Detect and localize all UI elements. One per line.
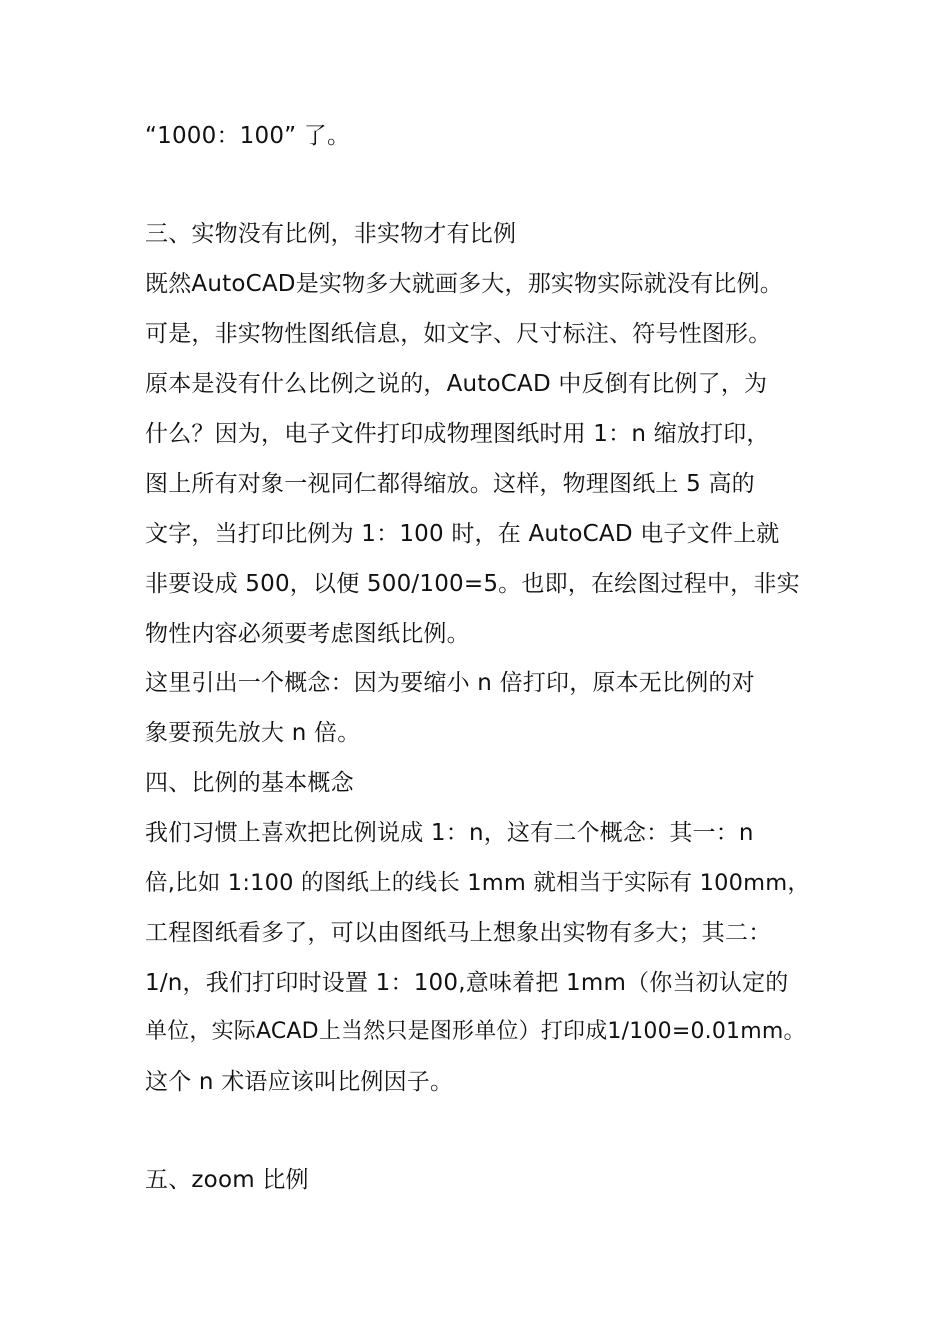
- paragraph-line: 图上所有对象一视同仁都得缩放。这样，物理图纸上 5 高的: [145, 471, 755, 497]
- paragraph-line: 倍,比如 1:100 的图纸上的线长 1mm 就相当于实际有 100mm，: [145, 870, 811, 896]
- paragraph-line: 既然AutoCAD是实物多大就画多大，那实物实际就没有比例。: [145, 271, 783, 297]
- section-heading-3: 三、实物没有比例，非实物才有比例: [145, 221, 517, 247]
- paragraph-line: 单位，实际ACAD上当然只是图形单位）打印成1/100=0.01mm。: [145, 1019, 806, 1044]
- paragraph-line: 工程图纸看多了，可以由图纸马上想象出实物有多大；其二：: [145, 920, 772, 946]
- paragraph-line: 非要设成 500，以便 500/100=5。也即，在绘图过程中，非实: [145, 571, 800, 597]
- paragraph-line: 可是，非实物性图纸信息，如文字、尺寸标注、符号性图形。: [145, 321, 772, 347]
- paragraph-line: 这里引出一个概念：因为要缩小 n 倍打印，原本无比例的对: [145, 670, 755, 696]
- paragraph-line: 原本是没有什么比例之说的，AutoCAD 中反倒有比例了，为: [145, 371, 768, 397]
- paragraph-line: 这个 n 术语应该叫比例因子。: [145, 1069, 454, 1095]
- paragraph-line: 象要预先放大 n 倍。: [145, 720, 361, 746]
- paragraph-line: 我们习惯上喜欢把比例说成 1：n，这有二个概念：其一：n: [145, 820, 754, 846]
- paragraph-line: 什么？因为，电子文件打印成物理图纸时用 1：n 缩放打印，: [145, 421, 770, 447]
- paragraph-line: 1/n，我们打印时设置 1：100,意味着把 1mm（你当初认定的: [145, 970, 789, 996]
- paragraph-line: 物性内容必须要考虑图纸比例。: [145, 621, 470, 647]
- section-heading-5: 五、zoom 比例: [145, 1167, 309, 1193]
- text-line-quote: “1000：100” 了。: [145, 123, 351, 149]
- section-heading-4: 四、比例的基本概念: [145, 770, 354, 796]
- paragraph-line: 文字，当打印比例为 1：100 时，在 AutoCAD 电子文件上就: [145, 521, 780, 547]
